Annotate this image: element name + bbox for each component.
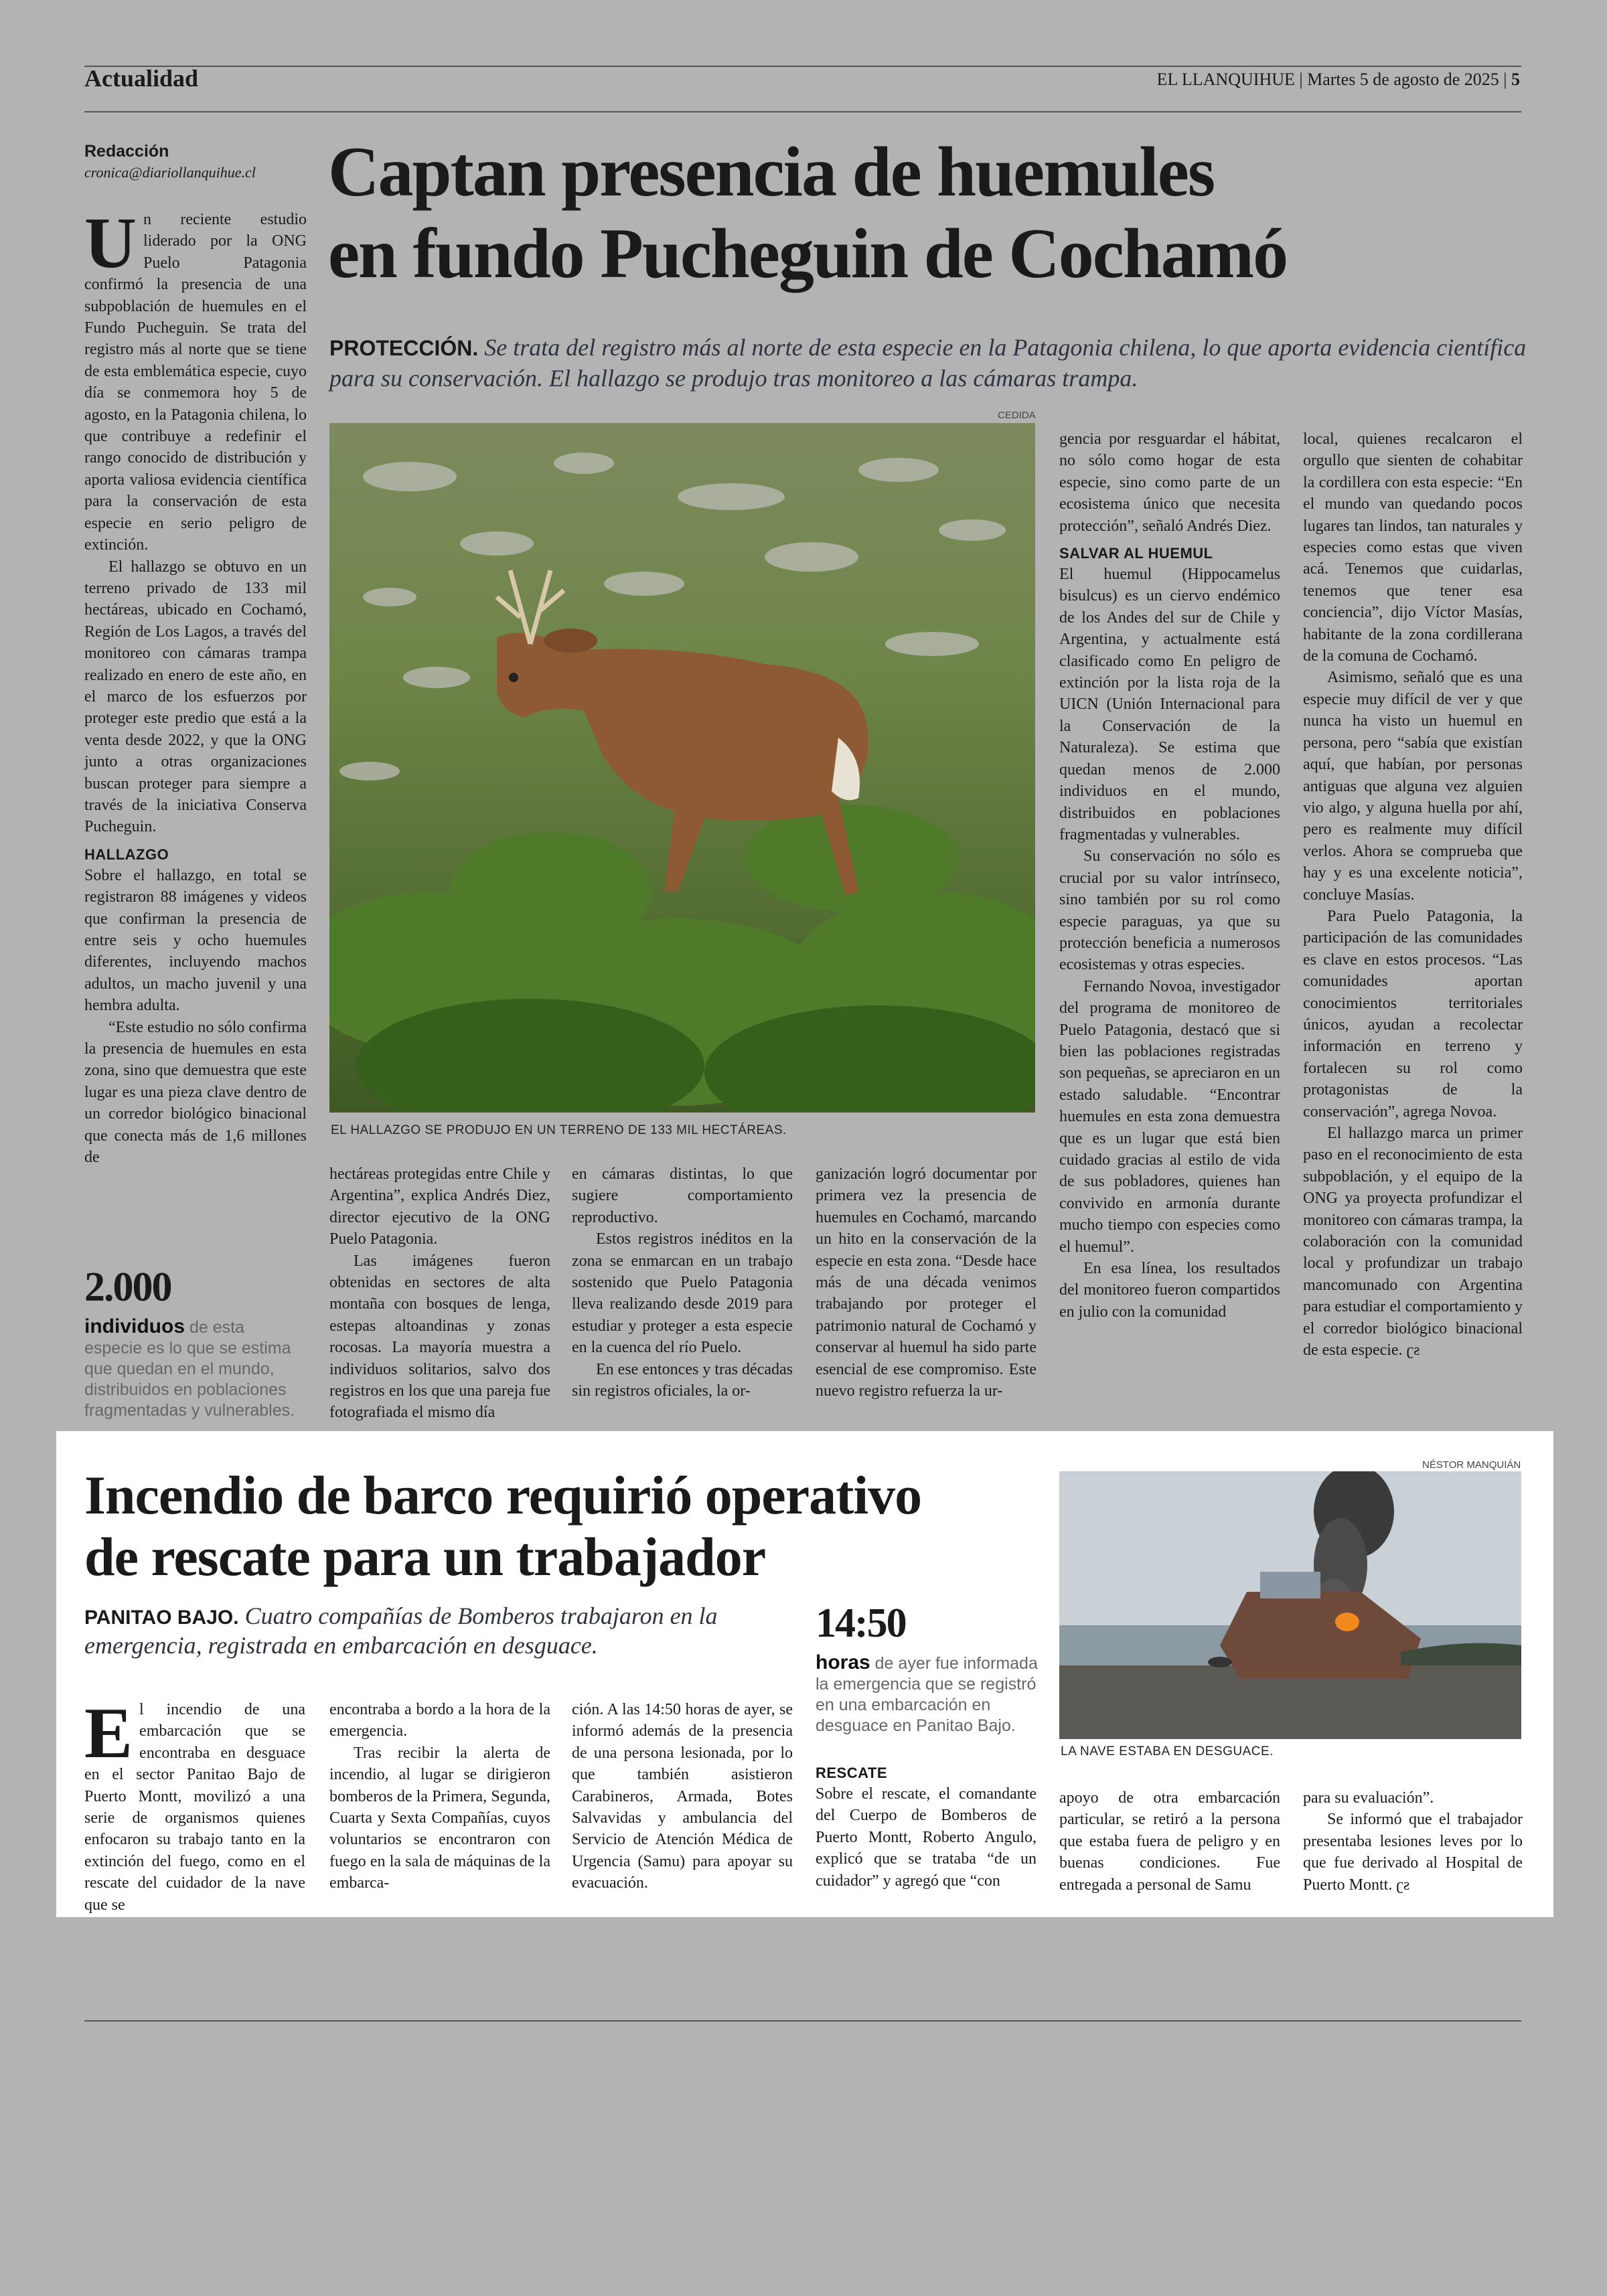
article2-column-1 (84, 1694, 305, 1916)
bottom-rule (84, 2020, 1521, 2022)
byline (84, 142, 285, 181)
paragraph: en cámaras distintas, lo que sugiere comportamiento reproductivo. (572, 1165, 793, 1226)
header-rule (84, 111, 1521, 112)
deck-text: Cuatro compañías de Bomberos trabajaron en la emergencia, registrada en embarcación en desguace. (84, 1603, 718, 1659)
paragraph: Estos registros inéditos en la zona se enmarcan en un trabajo sostenido que Puelo Patagonia lleva realizando desde 2019 para estudiar y proteger a esta especie en la cuenca del río Puelo. (572, 1230, 793, 1357)
paragraph: ción. A las 14:50 horas de ayer, se informó además de la presencia de una persona lesionada, por lo que también asistieron Carabineros, Armada, Botes Salvavidas y ambulancia del Servicio de Atención Médica de Urgencia (Samu) para apoyar su evacuación. (572, 1701, 793, 1892)
deck-text: Se trata del registro más al norte de esta especie en la Patagonia chilena, lo que aporta evidencia científica para su conservación. El hallazgo se produjo tras monitoreo a las cámaras trampa. (329, 334, 1527, 392)
headline-line2: en fundo Pucheguin de Cochamó (328, 214, 1288, 293)
stat-number: 2.000 (84, 1264, 171, 1310)
folio: EL LLANQUIHUE | Martes 5 de agosto de 2025 | 5 (1156, 70, 1520, 89)
paragraph: Tras recibir la alerta de incendio, al lugar se dirigieron bomberos de la Primera, Segunda, Cuarta y Sexta Compañías, cuyos voluntarios se encontraron con fuego en la sala de máquinas de la embarca- (329, 1744, 550, 1892)
photo-credit: CEDIDA (998, 410, 1036, 421)
paragraph: Fernando Novoa, investigador del programa de monitoreo de Puelo Patagonia, destacó que si bien las poblaciones registradas son pequeñas, se apreciaron en un estado saludable. “Encontrar huemules en esta zona demuestra que es un lugar que está bien cuidado gracias al estilo de vida de sus pobladores, quienes han convivido en armonía durante mucho tiempo con especies como el huemul”. (1059, 977, 1280, 1256)
paragraph: Su conservación no sólo es crucial por su valor intrínseco, sino también por su rol como especie paraguas, ya que su protección beneficia a numerosos ecosistemas y otras especies. (1059, 847, 1280, 974)
article1-column-6 (1303, 428, 1523, 1361)
subhead-salvar: SALVAR AL HUEMUL (1059, 545, 1213, 562)
byline-name: Redacción (84, 142, 169, 161)
drop-cap: U (84, 203, 137, 283)
huemul-image (329, 423, 1035, 1113)
paragraph: Para Puelo Patagonia, la participación de las comunidades es clave en estos procesos. “Las comunidades aportan conocimientos territoriales únicos, ayudan a recolectar información en terreno y fortalecen su rol como protagonistas de la conservación”, agrega Novoa. (1303, 907, 1523, 1121)
paragraph: Asimismo, señaló que es una especie muy difícil de ver y que nunca ha visto un huemul en persona, pero “sabía que existían aquí, que habían, por personas antiguas que alguna vez alguien vio algo, y alguna huella por ahí, pero es realmente muy difícil verlos. Ahora se comprueba que hay y es una excelente noticia”, concluye Masías. (1303, 669, 1523, 904)
photo-caption: EL HALLAZGO SE PRODUJO EN UN TERRENO DE 133 MIL HECTÁREAS. (331, 1123, 787, 1137)
headline-line1: Captan presencia de huemules (328, 133, 1215, 211)
article2-column-3 (572, 1699, 793, 1894)
article2-deck (84, 1601, 808, 1660)
paragraph: encontraba a bordo a la hora de la emergencia. (329, 1701, 550, 1740)
article2-headline (84, 1465, 995, 1588)
end-mark: ʗƨ (1396, 1876, 1410, 1894)
article2-column-6 (1303, 1787, 1523, 1896)
article2-column-2 (329, 1699, 550, 1894)
paragraph: gencia por resguardar el hábitat, no sólo como hogar de esta especie, sino como parte de un ecosistema único que necesita protección”, señaló Andrés Diez. (1059, 430, 1280, 535)
paragraph: para su evaluación”. (1303, 1789, 1434, 1807)
stat-bold: horas (816, 1651, 870, 1673)
end-mark: ʗƨ (1406, 1341, 1420, 1360)
paragraph-text: Se informó que el trabajador presentaba lesiones leves por lo que fue derivado al Hospital de Puerto Montt. (1303, 1811, 1523, 1894)
headline-line1: Incendio de barco requirió operativo (84, 1465, 922, 1526)
article1-column-2 (329, 1163, 550, 1424)
paragraph: ganización logró documentar por primera vez la presencia de huemules en Cochamó, marcando un hito en la conservación de la especie en esta zona. “Desde hace más de una década venimos trabajando por proteger el patrimonio natural de Cochamó y conservar al huemul ha sido parte esencial de ese compromiso. Este nuevo registro refuerza la ur- (816, 1165, 1037, 1400)
paragraph: El huemul (Hippocamelus bisulcus) es un ciervo endémico de los Andes del sur de Chile y Argentina, y actualmente está clasificado como En peligro de extinción por la lista roja de la UICN (Unión Internacional para la Conservación de la Naturaleza). Se estima que quedan menos de 2.000 individuos en el mundo, distribuidos en poblaciones fragmentadas y vulnerables. (1059, 566, 1280, 843)
byline-email: cronica@diariollanquihue.cl (84, 164, 256, 181)
photo-caption: LA NAVE ESTABA EN DESGUACE. (1061, 1744, 1274, 1758)
article1-column-4 (816, 1163, 1037, 1402)
ship-fire-photo (1059, 1471, 1521, 1739)
subhead-rescate: RESCATE (816, 1765, 887, 1781)
paragraph-text: n reciente estudio liderado por la ONG Puelo Patagonia confirmó la presencia de una subpoblación de huemules en el Fundo Pucheguin. Se trata del registro más al norte que se tiene de esta emblemática especie, cuyo día se conmemora hoy 5 de agosto, en la Patagonia chilena, lo que contribuye a redefinir el rango conocido de distribución y aporta valiosa evidencia científica para la conservación de esta especie en serio peligro de extinción. (84, 211, 307, 554)
page-number: 5 (1511, 70, 1520, 89)
lead-paragraph (84, 1694, 305, 1916)
headline-line2: de rescate para un trabajador (84, 1526, 766, 1587)
paragraph-text: l incendio de una embarcación que se encontraba en desguace en el sector Panitao Bajo de Puerto Montt, movilizó a una serie de organismos quienes enfocaron su trabajo tanto en la extinción del fuego, como en el rescate del cuidador de la nave que se (84, 1701, 305, 1914)
paragraph-text: El hallazgo marca un primer paso en el reconocimiento de esta subpoblación, y el equipo de la ONG ya proyecta profundizar el monitoreo con cámaras trampa, la colaboración con la comunidad local y profundizar un trabajo mancomunado con Argentina para estudiar el comportamiento y el corredor biológico binacional de esta especie. (1303, 1125, 1523, 1360)
paragraph: hectáreas protegidas entre Chile y Argentina”, explica Andrés Diez, director ejecutivo de la ONG Puelo Patagonia. (329, 1165, 550, 1248)
stat-number: 14:50 (816, 1601, 906, 1646)
paragraph: En esa línea, los resultados del monitoreo fueron compartidos en julio con la comunidad (1059, 1260, 1280, 1321)
paragraph (1303, 1809, 1523, 1896)
paragraph: En ese entonces y tras décadas sin registros oficiales, la or- (572, 1360, 793, 1400)
stat-text (816, 1652, 1043, 1736)
stat-bold: individuos (84, 1315, 185, 1337)
paragraph: Sobre el hallazgo, en total se registraron 88 imágenes y videos que confirman la presencia de entre seis y ocho huemules diferentes, incluyendo machos adultos, un macho juvenil y una hembra adulta. (84, 866, 307, 1015)
article1-column-1 (84, 203, 307, 1168)
subhead-hallazgo: HALLAZGO (84, 845, 169, 863)
drop-cap: E (84, 1694, 133, 1773)
article1-column-5 (1059, 428, 1280, 1323)
stat-description: de esta especie es lo que se estima que quedan en el mundo, distribuidos en poblaciones fragmentadas y vulnerables. (84, 1318, 295, 1420)
article2-column-4 (816, 1765, 1037, 1892)
article1-deck (329, 332, 1528, 394)
paper-name: EL LLANQUIHUE (1156, 70, 1295, 89)
paragraph: El hallazgo se obtuvo en un terreno privado de 133 mil hectáreas, ubicado en Cochamó, Región de Los Lagos, a través del monitoreo con cámaras trampa realizado en enero de este año, en el marco de los esfuerzos por proteger este predio que está a la venta desde 2022, y que la ONG junto a otras organizaciones buscan proteger para siempre a través de la iniciativa Conserva Pucheguin. (84, 558, 307, 836)
paragraph (1303, 1123, 1523, 1361)
photo-credit: NÉSTOR MANQUIÁN (1422, 1459, 1521, 1471)
article1-headline (328, 131, 1533, 295)
stat-description: de ayer fue informada la emergencia que se registró en una embarcación en desguace en Panitao Bajo. (816, 1654, 1038, 1735)
deck-label: PANITAO BAJO. (84, 1607, 239, 1629)
section-label: Actualidad (84, 65, 199, 92)
paragraph: Sobre el rescate, el comandante del Cuerpo de Bomberos de Puerto Montt, Roberto Angulo, explicó que se trataba “de un cuidador” y agregó que “con (816, 1785, 1037, 1890)
paragraph: apoyo de otra embarcación particular, se retiró a la persona que estaba fuera de peligro y en buenas condiciones. Fue entregada a personal de Samu (1059, 1789, 1280, 1894)
top-rule (84, 66, 1521, 67)
deck-label: PROTECCIÓN. (329, 336, 479, 360)
stat-text (84, 1316, 305, 1421)
paragraph: local, quienes recalcaron el orgullo que sienten de cohabitar la cordillera con esta especie: “En el mundo van quedando pocos lugares tan lindos, tan naturales y especies como estas que viven acá. Tenemos que cuidarlas, tenemos que tener esa conciencia”, dijo Víctor Masías, habitante de la zona cordillerana de la comuna de Cochamó. (1303, 430, 1523, 665)
article1-column-3 (572, 1163, 793, 1402)
paragraph: Las imágenes fueron obtenidas en sectores de alta montaña con bosques de lenga, estepas altoandinas y zonas rocosas. La mayoría muestra a individuos solitarios, salvo dos registros en los que una pareja fue fotografiada el mismo día (329, 1252, 550, 1422)
ship-fire-image (1059, 1471, 1521, 1739)
huemul-photo (329, 423, 1035, 1113)
issue-date: Martes 5 de agosto de 2025 (1307, 70, 1499, 89)
paragraph: “Este estudio no sólo confirma la presencia de huemules en esta zona, sino que demuestra que este lugar es una pieza clave dentro de un corredor biológico binacional que conecta más de 1,6 millones de (84, 1018, 307, 1167)
lead-paragraph (84, 203, 307, 556)
article2-column-5 (1059, 1787, 1280, 1896)
